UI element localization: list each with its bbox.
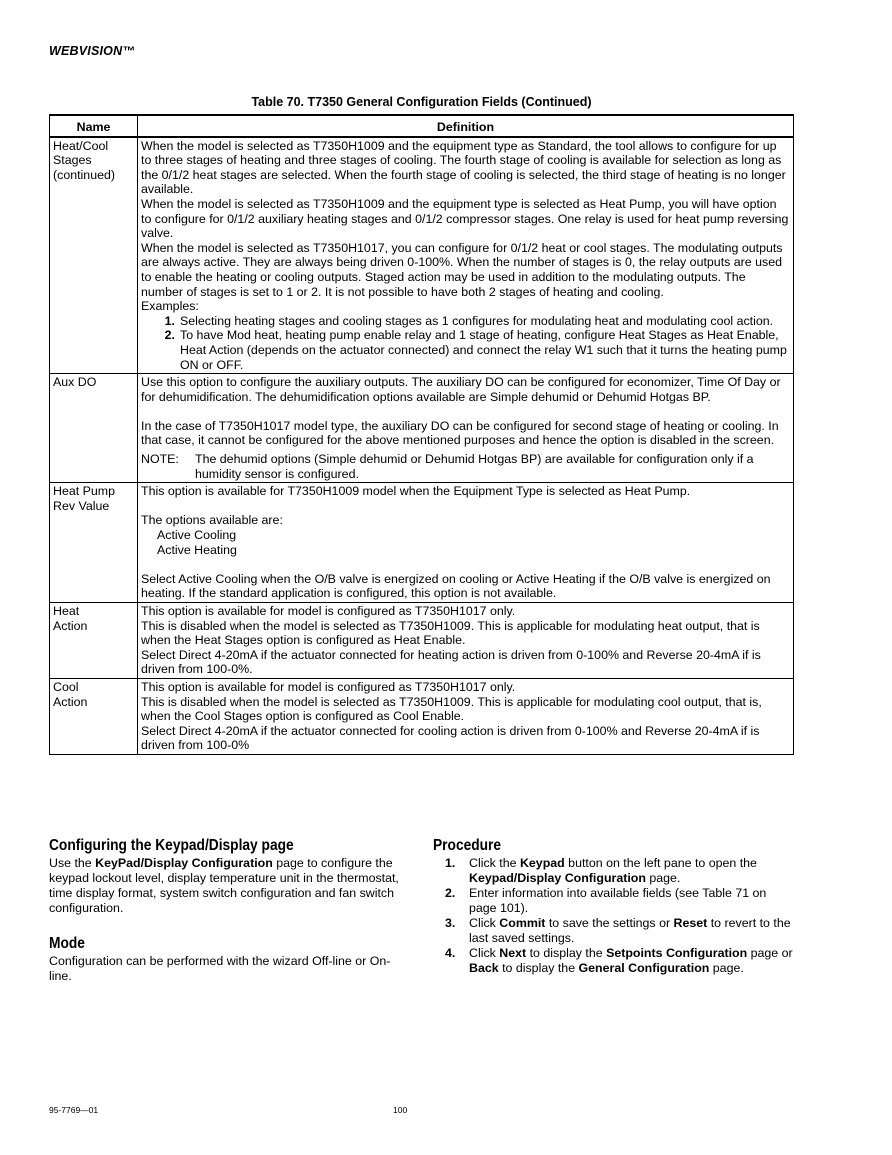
section-heading-mode: Mode (49, 935, 85, 952)
definition-paragraph: Use this option to configure the auxiliary outputs. The auxiliary DO can be configured for economizer, Time Of Day or for dehumidification. The dehumidification options available are Simple dehumid or Dehumid Hotgas BP. (141, 375, 781, 404)
row-name-line: Action (53, 694, 88, 709)
table-header-row (50, 115, 794, 137)
definition-paragraph: In the case of T7350H1017 model type, the auxiliary DO can be configured for second stage of heating or cooling. In that case, it cannot be configured for the above mentioned purposes and hence the option is disabled in the screen. (141, 418, 779, 448)
section-paragraph (49, 856, 404, 916)
table-row (50, 483, 794, 603)
list-item (433, 916, 795, 946)
definition-paragraph: This option is available for T7350H1009 model when the Equipment Type is selected as Heat Pump. (141, 484, 691, 499)
definition-paragraph: This option is available for model is configured as T7350H1017 only. (141, 604, 516, 618)
options-label: The options available are: (141, 513, 283, 528)
table-row (50, 374, 794, 483)
list-item-number: 2. (164, 328, 175, 343)
row-definition (138, 374, 794, 483)
row-name (50, 374, 138, 483)
text-run-bold: KeyPad/Display Configuration (95, 856, 273, 870)
definition-paragraph: When the model is selected as T7350H1009 and the equipment type as Standard, the tool allows to configure for up to three stages of heating and three stages of cooling. The fourth stage of cooling is available for selection as long as the 0/1/2 heat stages are selected. When the fourth stage of cooling is selected, the third stage of heating is no longer available. (141, 138, 786, 197)
row-name-line: Aux DO (53, 375, 97, 390)
list-item-text: Click Next to display the Setpoints Configuration page or Back to display the General Configuration page. (469, 946, 793, 975)
list-item-text: Click Commit to save the settings or Reset to revert to the last saved settings. (469, 916, 791, 945)
definition-paragraph: When the model is selected as T7350H1017, you can configure for 0/1/2 heat or cool stages. The modulating outputs are always active. They are always being driven 0-100%. When the number of stages is 0, the relay outputs are used to enable the heating or cooling outputs. Staged action may be used in addition to the modulating outputs. The number of stages is set to 1 or 2. It is not possible to have both 2 stages of heating and cooling. (141, 240, 783, 299)
row-name (50, 603, 138, 679)
row-definition (138, 678, 794, 754)
list-item-number: 1. (164, 313, 175, 328)
examples-label: Examples: (141, 299, 199, 314)
option-item: Active Heating (157, 542, 237, 557)
text-run: page to configure the keypad lockout level, display temperature unit in the thermostat, time display format, system switch configuration and fan switch configuration. (49, 856, 399, 915)
footer-doc-number: 95-7769—01 (49, 1105, 99, 1115)
table-caption: Table 70. T7350 General Configuration Fields (Continued) (251, 95, 592, 109)
list-item-number: 4. (445, 946, 456, 960)
section-heading-procedure: Procedure (433, 837, 502, 854)
row-definition (138, 137, 794, 374)
list-item (141, 328, 790, 372)
definition-paragraph: Select Direct 4-20mA if the actuator connected for cooling action is driven from 0-100% and Reverse 20-4mA if is driven from 100-0% (141, 723, 760, 753)
row-name (50, 483, 138, 603)
list-item (433, 946, 795, 976)
row-name (50, 678, 138, 754)
list-item-text: Click the Keypad button on the left pane to open the Keypad/Display Configuration page. (469, 856, 757, 885)
definition-paragraph: This option is available for model is configured as T7350H1017 only. (141, 679, 516, 694)
definition-paragraph: Select Active Cooling when the O/B valve is energized on cooling or Active Heating if the O/B valve is energized on heating. If the standard application is configured, this option is not available. (141, 571, 771, 601)
row-name-line: (continued) (53, 167, 115, 182)
row-definition (138, 603, 794, 679)
list-item (433, 856, 795, 886)
column-header-definition: Definition (138, 115, 794, 137)
configuration-table (49, 114, 794, 755)
option-item: Active Cooling (157, 528, 237, 543)
procedure-list (433, 856, 795, 976)
row-name-line: Cool (53, 679, 79, 694)
row-name-line: Heat/Cool (53, 138, 109, 153)
list-item-text: Selecting heating stages and cooling stages as 1 configures for modulating heat and modulating cool action. (180, 313, 774, 328)
row-name-line: Action (53, 618, 88, 633)
list-item-number: 2. (445, 886, 456, 900)
row-definition (138, 483, 794, 603)
definition-paragraph: When the model is selected as T7350H1009 and the equipment type is selected as Heat Pump, you will have option to configure for 0/1/2 auxiliary heating stages and 0/1/2 compressor stages. One relay is used for heat pump reversing valve. (141, 196, 789, 241)
list-item-number: 3. (445, 916, 456, 930)
definition-paragraph: Select Direct 4-20mA if the actuator connected for heating action is driven from 0-100% and Reverse 20-4mA if is driven from 100-0%. (141, 647, 761, 677)
list-item-number: 1. (445, 856, 456, 870)
text-run: Use the (49, 856, 96, 870)
list-item (141, 314, 790, 329)
row-name-line: Rev Value (53, 498, 110, 513)
list-item-text: Enter information into available fields (see Table 71 on page 101). (469, 886, 767, 915)
row-name-line: Heat (53, 604, 80, 618)
column-header-name: Name (50, 115, 138, 137)
row-name (50, 137, 138, 374)
section-heading-keypad-display: Configuring the Keypad/Display page (49, 837, 294, 854)
right-column (433, 838, 795, 976)
section-paragraph: Configuration can be performed with the wizard Off-line or On-line. (49, 954, 391, 983)
note-label: NOTE: (141, 452, 179, 467)
row-name-line: Stages (53, 153, 92, 168)
footer-page-number: 100 (393, 1105, 408, 1115)
list-item (433, 886, 795, 916)
definition-paragraph: This is disabled when the model is selected as T7350H1009. This is applicable for modulating cool output, that is, when the Cool Stages option is configured as Cool Enable. (141, 694, 762, 724)
note-text: The dehumid options (Simple dehumid or Dehumid Hotgas BP) are available for configuration only if a humidity sensor is configured. (195, 452, 754, 481)
examples-list (141, 314, 790, 372)
left-column (49, 838, 404, 984)
running-head: WEBVISION™ (49, 44, 136, 58)
definition-paragraph: This is disabled when the model is selected as T7350H1009. This is applicable for modulating heat output, that is when the Heat Stages option is configured as Heat Enable. (141, 618, 760, 648)
note (141, 452, 790, 481)
row-name-line: Heat Pump (53, 484, 115, 499)
list-item-text: To have Mod heat, heating pump enable relay and 1 stage of heating, configure Heat Stages as Heat Enable, Heat Action (depends on the actuator connected) and connect the relay W1 such that it turns the heating pump ON or OFF. (180, 328, 787, 372)
table-row (50, 603, 794, 679)
table-row (50, 678, 794, 754)
table-row (50, 137, 794, 374)
